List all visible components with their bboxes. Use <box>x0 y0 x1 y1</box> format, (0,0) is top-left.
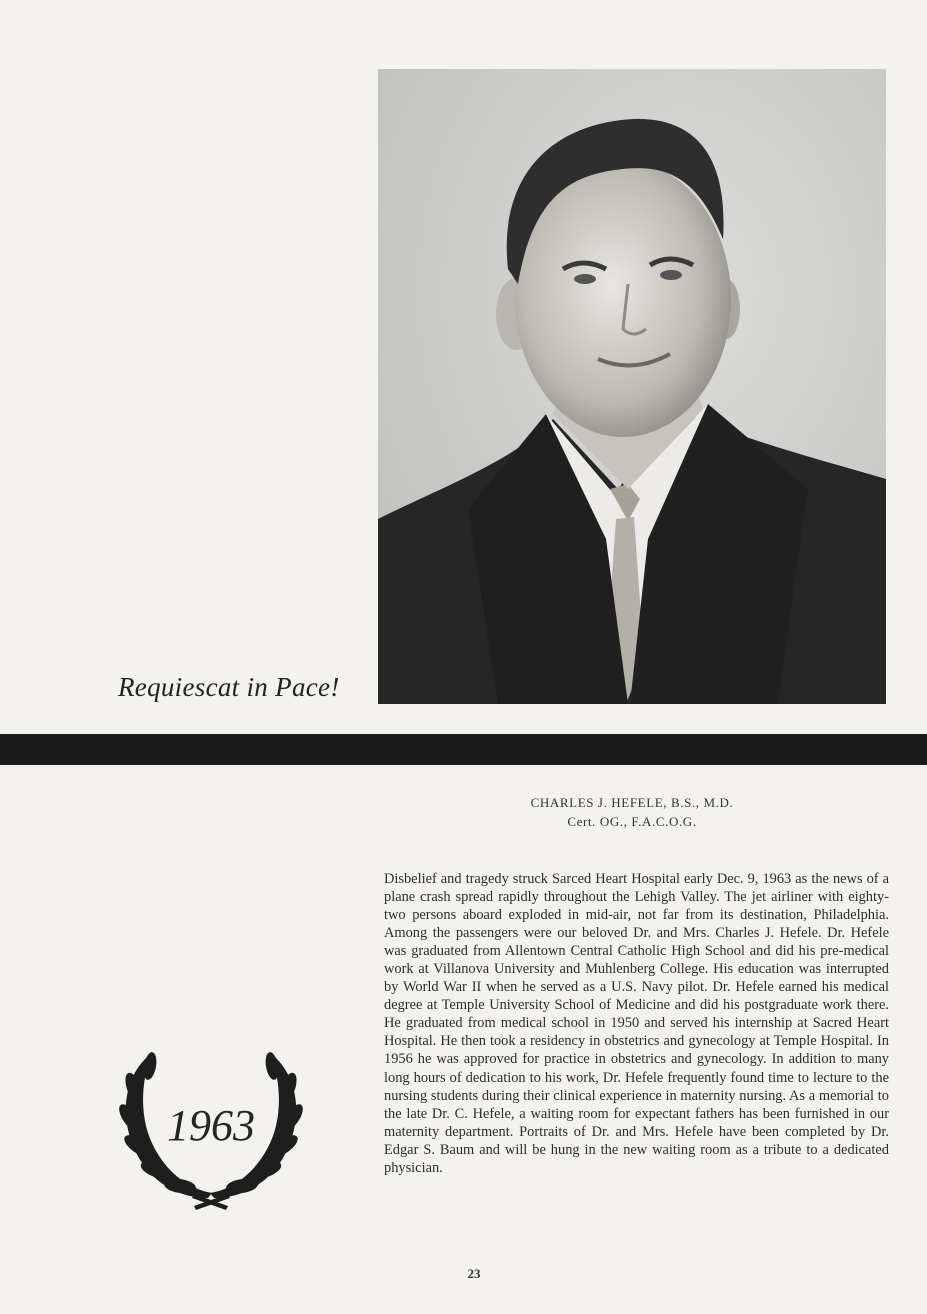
memorial-text: Disbelief and tragedy struck Sarced Heart Hospital early Dec. 9, 1963 as the news of a plane crash spread rapidly throughout the Lehigh Valley. The jet airliner with eighty-two persons aboard exploded in mid-air, not far from its destination, Philadelphia. Among the passengers were our beloved Dr. and Mrs. Charles J. Hefele. Dr. Hefele was graduated from Allentown Central Catholic High School and did his pre-medical work at Villanova University and Muhlenberg College. His education was interrupted by World War II when he served as a U.S. Navy pilot. Dr. Hefele earned his medical degree at Temple University School of Medicine and did his postgraduate work there. He graduated from medical school in 1950 and served his internship at Sacred Heart Hospital. He then took a residency in obstetrics and gynecology at Temple Hospital. In 1956 he was approved for practice in obstetrics and gynecology. In addition to many long hours of dedication to his work, Dr. Hefele frequently found time to lecture to the nursing students during their clinical experience in maternity nursing. As a memorial to the late Dr. C. Hefele, a waiting room for expectant fathers has been furnished in our maternity department. Portraits of Dr. and Mrs. Hefele have been completed by Dr. Edgar S. Baum and will be hung in the new waiting room as a tribute to a dedicated physician. <box>384 871 889 1176</box>
person-credentials: Cert. OG., F.A.C.O.G. <box>567 814 697 829</box>
emblem-year: 1963 <box>167 1101 255 1150</box>
name-block <box>378 793 886 831</box>
laurel-wreath-icon <box>112 1048 310 1213</box>
person-name: CHARLES J. HEFELE, B.S., M.D. <box>530 795 734 810</box>
motto-text: Requiescat in Pace! <box>118 672 340 702</box>
portrait-illustration <box>378 69 886 704</box>
divider-band <box>0 734 927 765</box>
page-number: 23 <box>467 1266 481 1281</box>
portrait-photo <box>378 69 886 704</box>
